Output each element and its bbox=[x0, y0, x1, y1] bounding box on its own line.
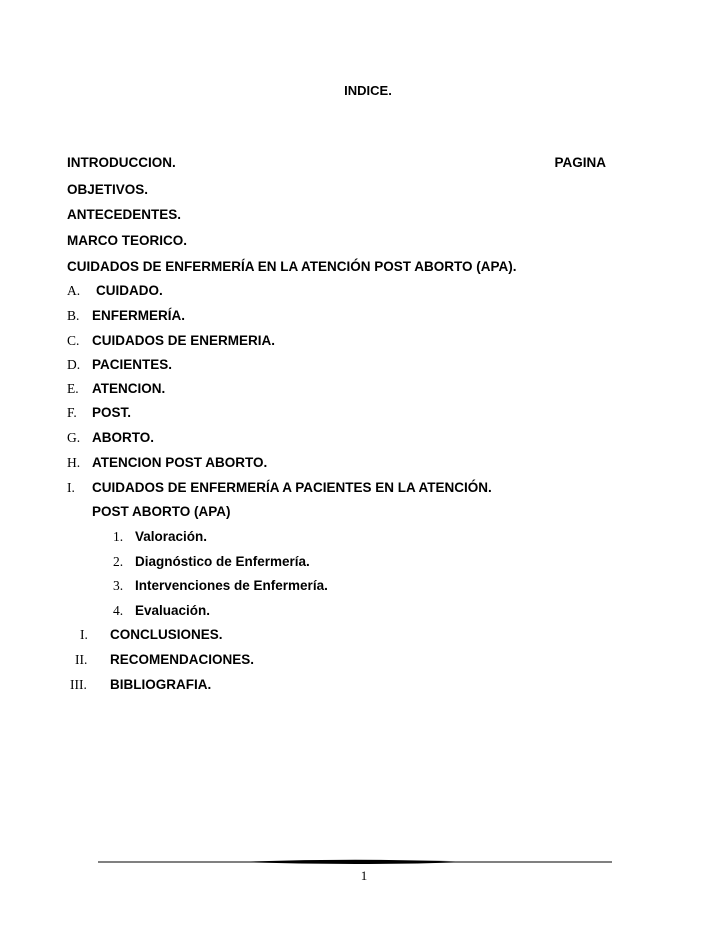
page-number: 1 bbox=[360, 868, 368, 883]
list-item: POST. bbox=[92, 405, 132, 420]
list-item: Intervenciones de Enfermería. bbox=[135, 578, 328, 593]
list-item: CUIDADOS DE ENERMERIA. bbox=[92, 333, 276, 348]
list-item: Evaluación. bbox=[135, 603, 211, 618]
list-item: PACIENTES. bbox=[92, 357, 173, 372]
list-marker: F. bbox=[67, 405, 77, 420]
toc-item-marco-teorico: MARCO TEORICO. bbox=[67, 233, 187, 248]
list-marker: B. bbox=[67, 308, 80, 323]
list-item: ATENCION. bbox=[92, 381, 166, 396]
toc-item-introduccion: INTRODUCCION. bbox=[67, 155, 176, 170]
toc-item-objetivos: OBJETIVOS. bbox=[67, 182, 149, 197]
list-marker: H. bbox=[67, 455, 81, 470]
list-marker: 4. bbox=[113, 603, 124, 618]
page-column-header: PAGINA bbox=[554, 155, 606, 170]
list-item: BIBLIOGRAFIA. bbox=[110, 677, 212, 692]
list-item: ATENCION POST ABORTO. bbox=[92, 455, 268, 470]
list-marker: 1. bbox=[113, 529, 124, 544]
list-item: CUIDADO. bbox=[96, 283, 163, 298]
list-item: CONCLUSIONES. bbox=[110, 627, 223, 642]
list-item: ABORTO. bbox=[92, 430, 155, 445]
list-item: RECOMENDACIONES. bbox=[110, 652, 255, 667]
toc-item-antecedentes: ANTECEDENTES. bbox=[67, 207, 182, 222]
list-item: CUIDADOS DE ENFERMERÍA A PACIENTES EN LA ATENCIÓN. bbox=[92, 480, 492, 495]
list-marker: 2. bbox=[113, 554, 124, 569]
list-marker: II. bbox=[75, 652, 88, 667]
list-marker: G. bbox=[67, 430, 81, 445]
list-item: Valoración. bbox=[135, 529, 208, 544]
list-marker: D. bbox=[67, 357, 81, 372]
list-marker: I. bbox=[67, 480, 75, 495]
page-title: INDICE. bbox=[344, 83, 392, 98]
list-item: Diagnóstico de Enfermería. bbox=[135, 554, 310, 569]
list-marker: C. bbox=[67, 333, 80, 348]
list-marker: III. bbox=[70, 677, 87, 692]
list-marker: A. bbox=[67, 283, 81, 298]
list-item: ENFERMERÍA. bbox=[92, 308, 186, 323]
list-marker: I. bbox=[80, 627, 88, 642]
footer-rule bbox=[98, 855, 612, 869]
list-marker: E. bbox=[67, 381, 79, 396]
list-item-continuation: POST ABORTO (APA) bbox=[92, 504, 231, 519]
list-marker: 3. bbox=[113, 578, 124, 593]
toc-item-cuidados-apa: CUIDADOS DE ENFERMERÍA EN LA ATENCIÓN POST ABORTO (APA). bbox=[67, 259, 517, 274]
